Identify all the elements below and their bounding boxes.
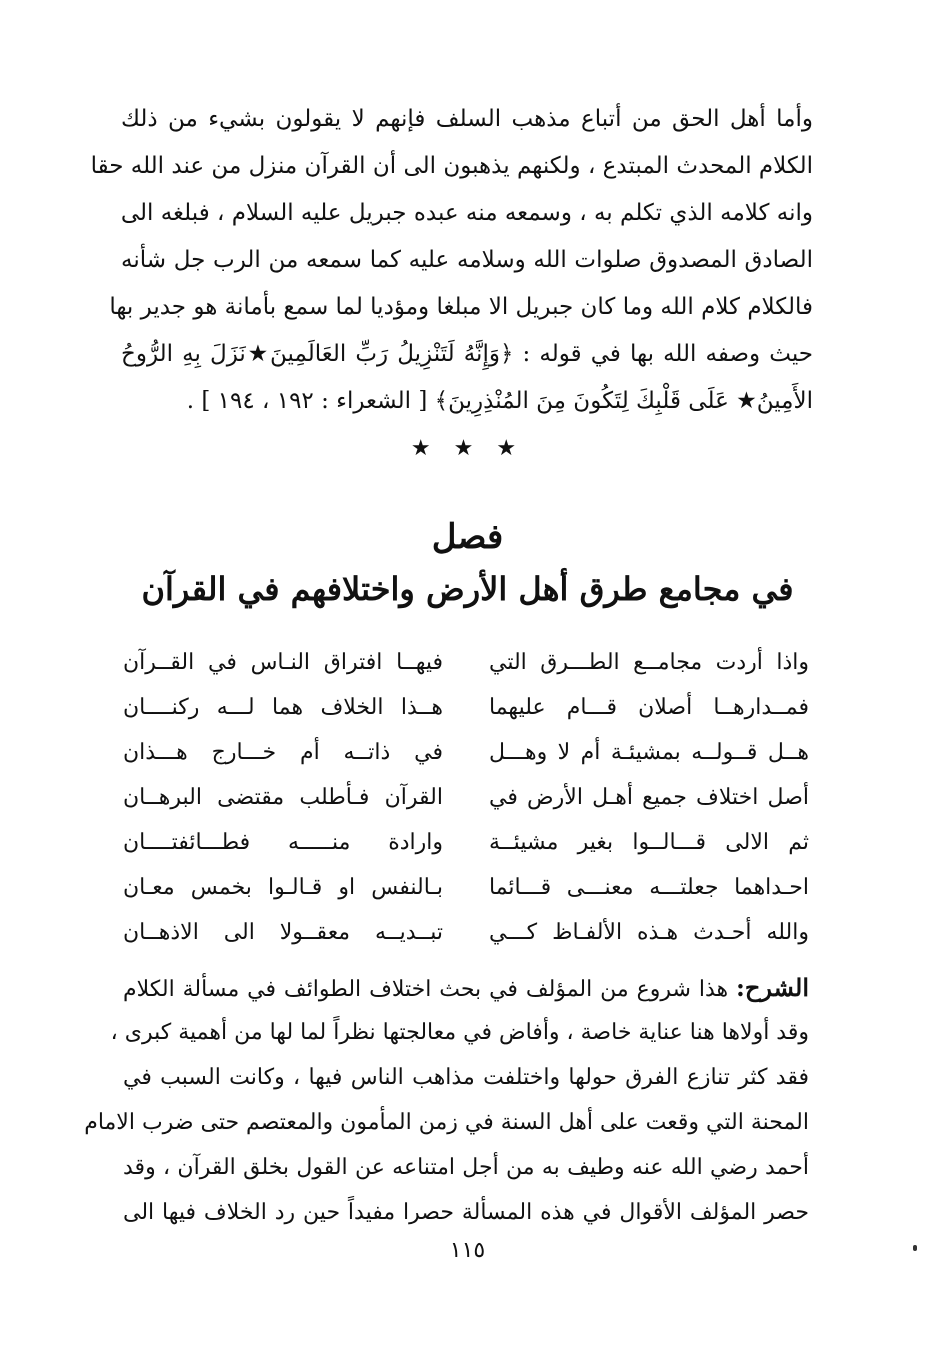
commentary-paragraph	[84, 965, 809, 1235]
paragraph-line: فالكلام كلام الله وما كان جبريل الا مبلغا ومؤديا لما سمع بأمانة هو جدير بها	[109, 294, 813, 320]
poem-verse	[123, 865, 809, 910]
first-hemistich: والله أحـدث هـذه الألفـاظ كـــي	[489, 920, 809, 945]
commentary-line: حصر المؤلف الأقوال في هذه المسألة حصرا مفيداً حين رد الخلاف فيها الى	[123, 1200, 809, 1225]
first-hemistich: أصل اختلاف جميع أهـل الأرض في	[489, 785, 809, 810]
second-hemistich: القرآن فـأطلب مقتضى البرهــان	[123, 785, 443, 810]
first-hemistich: ثم الالى قـــالــوا بغير مشيئــة	[489, 830, 809, 855]
poem-verse	[123, 910, 809, 955]
second-hemistich: في ذاتــه أم خـــارج هـــذان	[123, 740, 443, 765]
commentary-first-line	[123, 965, 809, 1010]
second-hemistich: فيهــا افتراق النـاس في القــرآن	[123, 650, 443, 675]
margin-mark	[913, 1245, 917, 1251]
paragraph-line: وأما أهل الحق من أتباع مذهب السلف فإنهم لا يقولون بشيء من ذلك	[121, 106, 813, 132]
section-title: فصل	[431, 517, 504, 557]
section-subtitle: في مجامع طرق أهل الأرض واختلافهم في القرآن	[141, 570, 794, 608]
second-hemistich: بـالنفس او قـالـوا بخمس معـان	[123, 875, 443, 900]
poem-verse	[123, 775, 809, 820]
first-hemistich: فمــدارهــا أصلان قـــام عليهما	[489, 695, 809, 720]
poem-verse	[123, 820, 809, 865]
second-hemistich: تبــديــه معقــولا الى الاذهــان	[123, 920, 443, 945]
page-number: ١١٥	[449, 1238, 486, 1263]
poem-verse	[123, 640, 809, 685]
section-heading	[0, 512, 935, 614]
commentary-text: هذا شروع من المؤلف في بحث اختلاف الطوائف في مسألة الكلام	[123, 977, 729, 1002]
poem-verse	[123, 730, 809, 775]
quran-verse-line: حيث وصفه الله بها في قوله : ﴿وَإِنَّهُ لَتَنْزِيلُ رَبِّ العَالَمِينَ★نَزَلَ بِهِ الرُّوحُ	[121, 341, 813, 367]
paragraph-line: وانه كلامه الذي تكلم به ، وسمعه منه عبده جبريل عليه السلام ، فبلغه الى	[120, 200, 813, 226]
section-separator: ★ ★ ★	[410, 436, 525, 461]
commentary-line: وقد أولاها هنا عناية خاصة ، وأفاض في معالجتها نظراً لما لها من أهمية كبرى ،	[110, 1020, 809, 1045]
paragraph-line: الكلام المحدث المبتدع ، ولكنهم يذهبون الى أن القرآن منزل من عند الله حقا	[90, 153, 813, 179]
quran-verse-line: الأَمِينُ★ عَلَى قَلْبِكَ لِتَكُونَ مِنَ المُنْذِرِينَ﴾ [ الشعراء : ١٩٢ ، ١٩٤ ] .	[186, 388, 813, 414]
commentary-line: أحمد رضي الله عنه وطيف به من أجل امتناعه عن القول بخلق القرآن ، وقد	[123, 1155, 809, 1180]
first-hemistich: واذا أردت مجامــع الطـــرق التي	[489, 650, 809, 675]
top-paragraph	[90, 96, 813, 425]
second-hemistich: وارادة منـــــه فطـــائفتــــان	[123, 830, 443, 855]
paragraph-line: الصادق المصدوق صلوات الله وسلامه عليه كما سمعه من الرب جل شأنه	[121, 247, 813, 273]
first-hemistich: احـداهما جعلتـــه معنـــى قـــائما	[489, 875, 809, 900]
commentary-line: فقد كثر تنازع الفرق حولها واختلفت مذاهب الناس فيها ، وكانت السبب في	[123, 1065, 809, 1090]
second-hemistich: هــذا الخلاف هما لـــه ركنــــان	[123, 695, 443, 720]
poem-verse	[123, 685, 809, 730]
commentary-line: المحنة التي وقعت على أهل السنة في زمن المأمون والمعتصم حتى ضرب الامام	[84, 1110, 809, 1135]
first-hemistich: هــل قــولــه بمشيئـة أم لا وهـــل	[489, 740, 809, 765]
commentary-label: الشرح:	[736, 973, 809, 1002]
poem	[123, 640, 809, 955]
